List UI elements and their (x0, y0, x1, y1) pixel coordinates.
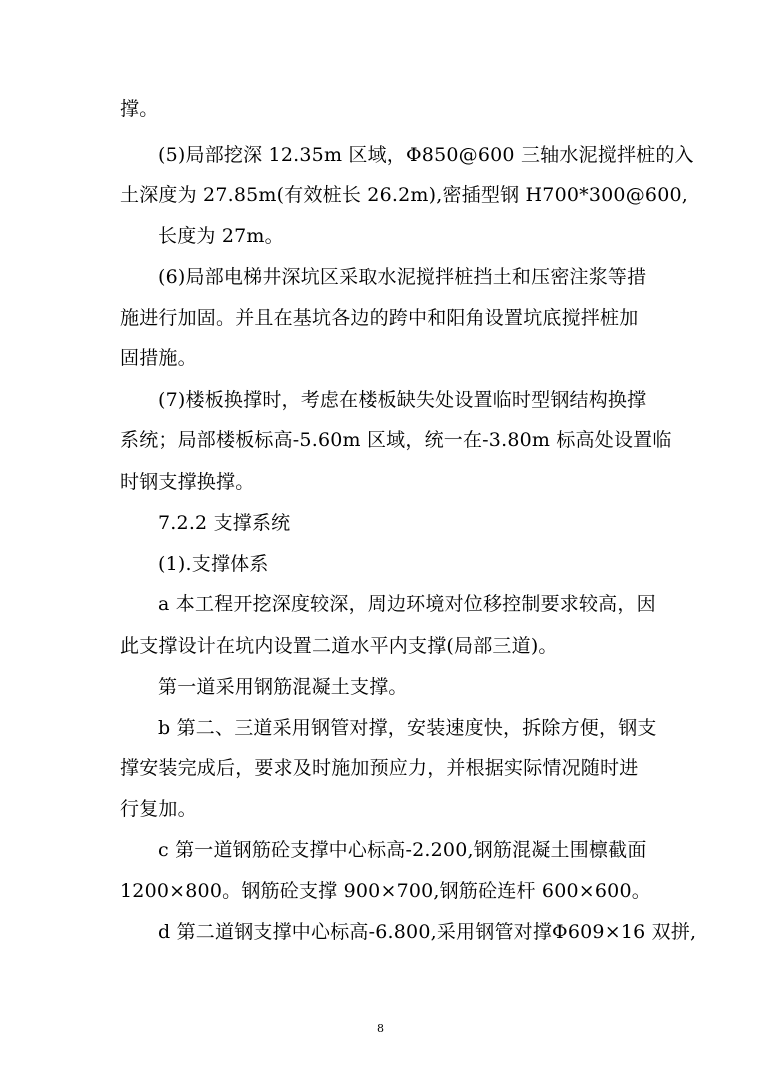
text-line-19: c 第一道钢筋砼支撑中心标高-2.200,钢筋混凝土围檩截面 (158, 839, 647, 861)
text-line-5: (6)局部电梯井深坑区采取水泥搅拌桩挡土和压密注浆等措 (158, 266, 647, 288)
text-line-9: 系统；局部楼板标高-5.60m 区域，统一在-3.80m 标高处设置临 (120, 429, 672, 451)
text-line-8: (7)楼板换撑时，考虑在楼板缺失处设置临时型钢结构换撑 (158, 389, 647, 411)
text-line-10: 时钢支撑换撑。 (120, 471, 255, 493)
text-line-2: (5)局部挖深 12.35m 区域，Φ850@600 三轴水泥搅拌桩的入 (158, 144, 694, 166)
text-line-16: b 第二、三道采用钢管对撑，安装速度快，拆除方便，钢支 (158, 717, 657, 739)
text-line-3: 土深度为 27.85m(有效桩长 26.2m),密插型钢 H700*300@600, (120, 184, 689, 206)
text-line-17: 撑安装完成后，要求及时施加预应力，并根据实际情况随时进 (120, 757, 639, 779)
page-number: 8 (377, 1022, 384, 1035)
text-line-15: 第一道采用钢筋混凝土支撑。 (158, 676, 408, 698)
text-line-14: 此支撑设计在坑内设置二道水平内支撑(局部三道)。 (120, 635, 558, 657)
text-line-7: 固措施。 (120, 347, 197, 369)
text-line-21: d 第二道钢支撑中心标高-6.800,采用钢管对撑Φ609×16 双拼, (158, 921, 697, 943)
text-line-4: 长度为 27m。 (158, 225, 284, 247)
section-heading: 7.2.2 支撑系统 (158, 512, 291, 534)
text-line-1: 撑。 (120, 98, 159, 120)
text-line-18: 行复加。 (120, 798, 197, 820)
subsection-heading: (1).支撑体系 (158, 553, 269, 575)
text-line-20: 1200×800。钢筋砼支撑 900×700,钢筋砼连杆 600×600。 (120, 880, 651, 902)
text-line-13: a 本工程开挖深度较深，周边环境对位移控制要求较高，因 (158, 593, 656, 615)
text-line-6: 施进行加固。并且在基坑各边的跨中和阳角设置坑底搅拌桩加 (120, 307, 639, 329)
